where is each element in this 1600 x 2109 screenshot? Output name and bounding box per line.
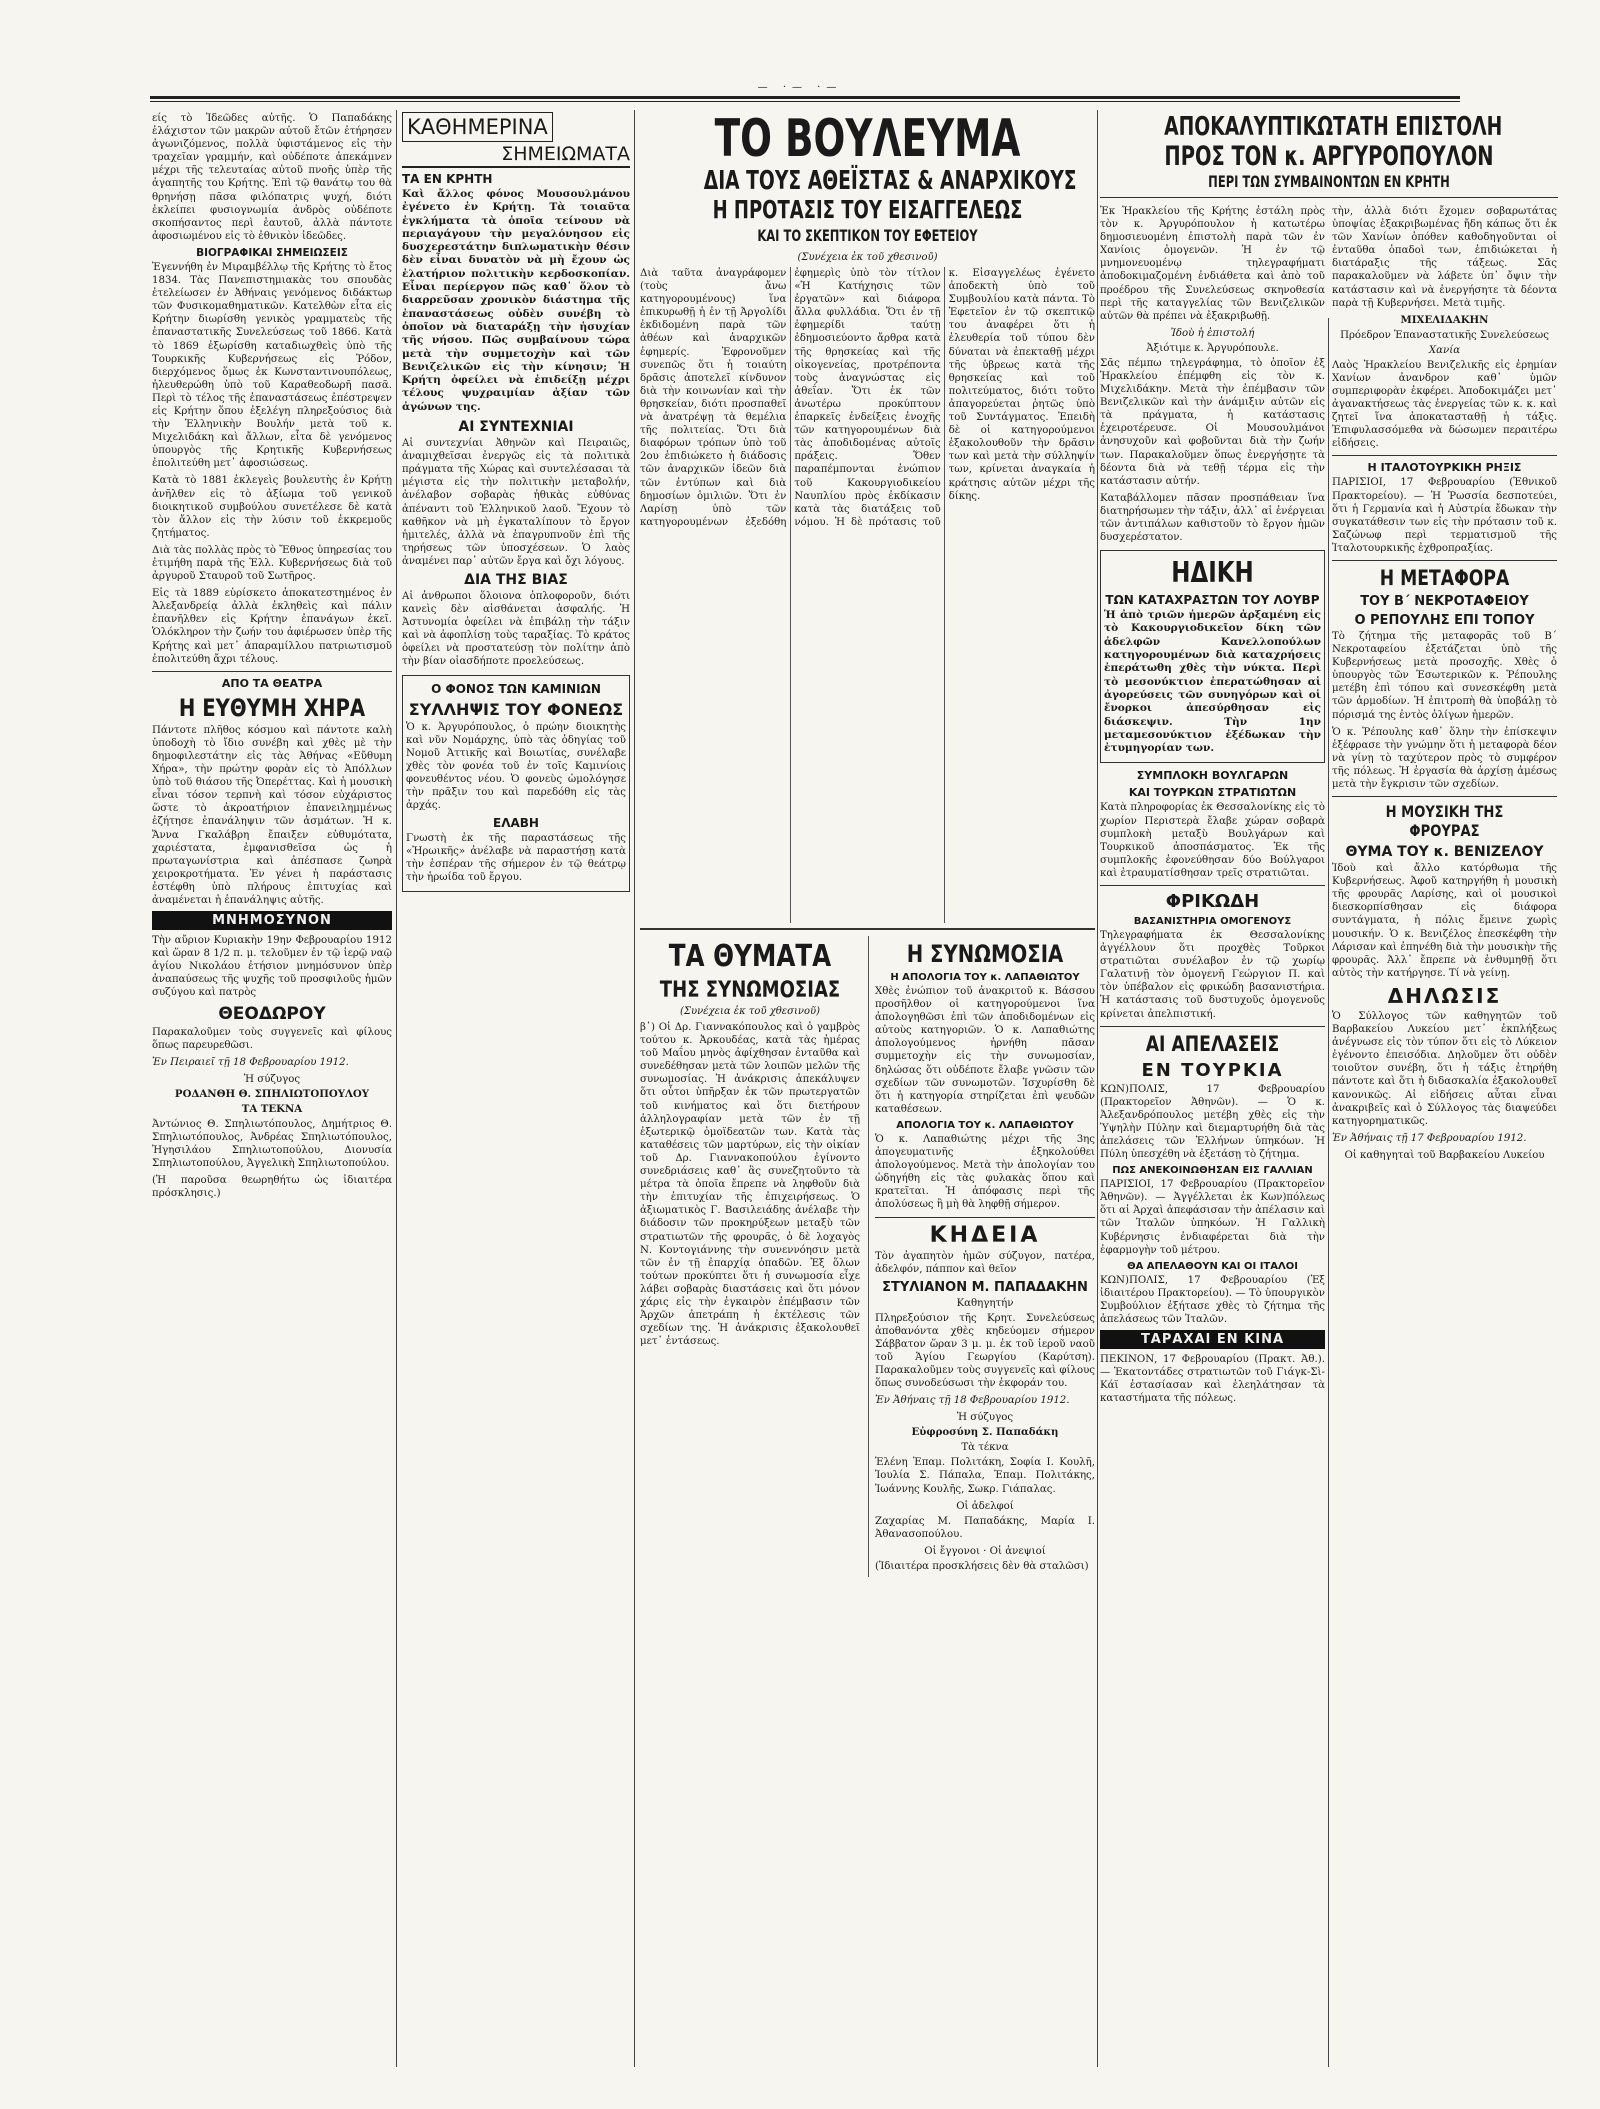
divider xyxy=(1100,1026,1325,1027)
italians-heading: ΘΑ ΑΠΕΛΑΘΟΥΝ ΚΑΙ ΟΙ ΙΤΑΛΟΙ xyxy=(1127,1260,1298,1272)
divider xyxy=(1332,796,1557,797)
funeral-grandchildren: Οἱ ἔγγονοι · Οἱ ἀνεψιοί xyxy=(924,1545,1046,1557)
expulsions-heading: ΑΙ ΑΠΕΛΑΣΕΙΣ xyxy=(1145,1031,1280,1056)
victims-heading: ΤΑ ΘΥΜΑΤΑ xyxy=(668,939,832,974)
funeral-text-2: Πληρεξούσιον τῆς Κρητ. Συνελεύσεως ἀποθανόντα χθὲς κηδεύομεν σήμερον Σάββατον ὥραν 3 μ. μ. ἐκ τοῦ ἱεροῦ ναοῦ τοῦ Ἁγίου Γεωργίου (Καρύτση). Παρακαλοῦμεν τοὺς συγγενεῖς καὶ φίλους ὅπως συνοδεύσωσι τὴν ἐκφοράν του. xyxy=(875,1312,1095,1390)
obituary-text: είς τὸ Ἰδεῶδες αὐτῆς. Ὁ Παπαδάκης ἐλάχιστον τῶν μακρῶν αὐτοῦ ἔτῶν ἐτήρησεν ἀγωνιζόμενος, πολλὰ ὑφιστάμενος εἰς τὴν τραχεῖαν γραμμήν, καὶ οὐδέποτε ἀπεκάμνεν μέχρι τῆς τελευταίας αὐτοῦ πνοῆς ὑπὲρ τῆς ἀγαπητῆς του Κρήτης. Ἐπὶ τῷ θανάτῳ του θὰ θρηνήσῃ πᾶσα φιλόπατρις ψυχή, διότι ἐκλείπει φυσιογνωμία ἀνδρὸς οὐδέποτε σκοπήσαντος περὶ ἑαυτοῦ, ἀλλὰ πάντοτε ἀφοσιωμένου εἰς τὸ ἐθνικὸν ἰδεῶδες. xyxy=(152,113,392,242)
clash-heading: ΣΥΜΠΛΟΚΗ ΒΟΥΛΓΑΡΩΝ xyxy=(1136,769,1289,783)
conspiracy-article xyxy=(868,936,1095,1577)
kaminia-subheading: ΣΥΛΛΗΨΙΣ ΤΟΥ ΦΟΝΕΩΣ xyxy=(408,699,624,719)
funeral-name: ΣΤΥΛΙΑΝΟΝ Μ. ΠΑΠΑΔΑΚΗΝ xyxy=(882,1279,1088,1295)
funeral-role: Καθηγητήν xyxy=(956,1297,1014,1309)
funeral-children: Ἑλένη Ἐπαμ. Πολιτάκη, Σοφία Ι. Κουλῆ, Ἰουλία Σ. Πάπαλα, Ἐπαμ. Πολιτάκης, Ἰωάννης Κουλῆς, Σωκρ. Γιάπαλας. xyxy=(875,1457,1095,1495)
letter-subheadline: ΠΡΟΣ ΤΟΝ κ. ΑΡΓΥΡΟΠΟΥΛΟΝ xyxy=(1164,141,1494,172)
memorial-note: (Ἡ παροῦσα θεωρηθήτω ὡς ἰδιαιτέρα πρόσκλησις.) xyxy=(152,1175,392,1200)
divider xyxy=(1100,885,1325,886)
italians-text: ΚΩΝ)ΠΟΛΙΣ, 17 Φεβρουαρίου (Ἐξ ἰδιαιτέρου Πρακτορείου). — Τὸ ὑπουργικὸν Συμβούλιον ἐξήτασε χθὲς τὸ ζήτημα τῆς ἀπελάσεως τῶν Ἰταλῶν. xyxy=(1100,1274,1325,1326)
conspiracy-subheading-2: ΑΠΟΛΟΓΙΑ ΤΟΥ κ. ΛΑΠΑΘΙΩΤΟΥ xyxy=(896,1119,1074,1131)
expulsions-subheading: ΕΝ ΤΟΥΡΚΙΑ xyxy=(1141,1059,1284,1081)
column-divider xyxy=(1097,110,1098,2067)
memorial-place: Ἐν Πειραιεῖ τῇ 18 Φεβρουαρίου 1912. xyxy=(152,1056,349,1068)
letter-headline-block xyxy=(1100,112,1558,203)
cemetery-subheading-2: Ο ΡΕΠΟΥΛΗΣ ΕΠΙ ΤΟΠΟΥ xyxy=(1354,612,1535,628)
bio-text: Ἐγεννήθη ἐν Μιραμβέλλῳ τῆς Κρήτης τὸ ἔτος 1834. Τὰς Πανεπιστημιακὰς του σπουδὰς ἐτελείωσεν ἐν Ἀθήναις γενόμενος διδάκτωρ τῶν Φυσικομαθηματικῶν. Κατελθὼν εἶτα εἰς Κρήτην διωρίσθη γενικὸς γραμματεὺς τῆς ἐπαναστατικῆς Συνελεύσεως τοῦ 1866. Κατὰ τὸ 1869 ἐξωρίσθη καταδιωχθεὶς ὑπὸ τῆς Τουρκικῆς Κυβερνήσεως εἰς Ῥόδον, διερχόμενος ὅμως ἐκ Κωνσταντινουπόλεως, ἠλευθερώθη ὑπὸ τοῦ Καραθεοδωρῆ πασᾶ. Περὶ τὸ τέλος τῆς ἐπαναστάσεως ἐπέστρεψεν εἰς Κρήτην ὅπου ἐξελέγη πληρεξούσιος διὰ τὴν Ἑλληνικὴν Βουλήν μετὰ τοῦ κ. Μιχελιδάκη καὶ ἄλλων, εἶτα δὲ γενόμενος ὑπουργὸς τῆς Κρητικῆς Κυβερνήσεως ἐπολιτεύθη μετ᾽ ἀφοσιώσεως. xyxy=(152,261,392,470)
funeral-place: Ἐν Ἀθήναις τῇ 18 Φεβρουαρίου 1912. xyxy=(875,1395,1070,1407)
letter-salutation: Ἀξιότιμε κ. Ἀργυρόπουλε. xyxy=(1146,342,1279,354)
column-5 xyxy=(1332,205,1557,2069)
letter-text-3: Καταβάλλομεν πᾶσαν προσπάθειαν ἵνα διατηρήσωμεν τὴν τάξιν, ἀλλ᾽ αἱ ἐνέργειαι τῶν ἀντιπάλων καθιστοῦν τὸ ἔργον ἡμῶν δυσχερέστατον. xyxy=(1100,492,1325,544)
lower-section xyxy=(640,936,1095,1577)
conspiracy-text: Χθὲς ἐνώπιον τοῦ ἀνακριτοῦ κ. Βάσσου προσῆλθον οἱ κατηγορούμενοι ἵνα ἀπολογηθῶσι ἐπὶ τῶν ἀποδιδομένων εἰς αὐτοὺς κατηγοριῶν. Ὁ κ. Λαπαθιώτης ἀπολογούμενος ἠρνήθη πᾶσαν συμμετοχὴν εἰς τὴν συνωμοσίαν, δηλώσας ὅτι οὐδέποτε ἔλαβε γνῶσιν τῶν σχεδίων τῶν συνωμοτῶν. Ἰσχυρίσθη δὲ ὅτι ἡ κατηγορία στηρίζεται ἐπὶ ψευδῶν καταθέσεων. xyxy=(875,986,1095,1115)
memorial-band: ΜΝΗΜΟΣΥΝΟΝ xyxy=(152,911,392,930)
divider xyxy=(1332,455,1557,456)
letter-place: Χανία xyxy=(1428,344,1461,356)
column-1 xyxy=(152,112,392,2069)
letter-text: Ἐκ Ἡρακλείου τῆς Κρήτης ἐστάλη πρὸς τὸν κ. Ἀργυρόπουλον ἡ κατωτέρω δημοσιευομένη ἐπιστολὴ παρὰ τῶν ἐν Χανίοις ὁμογενῶν. Ἡ ἐν τῷ μνημονευομένῳ τηλεγραφήματι ἀποδοκιμαζομένη ἐνδιάθετα καὶ ἀπὸ τοῦ προέδρου τῆς Συνελεύσεως σκηνοθεσία περὶ τῆς καταγγελίας τῶν Βενιζελικῶν αὐτῶν θὰ πρέπει νὰ ἐξακριβωθῇ. xyxy=(1100,206,1325,322)
section-heading-guilds: ΑΙ ΣΥΝΤΕΧΝΙΑΙ xyxy=(458,419,574,436)
daily-notes-title-2: ΣΗΜΕΙΩΜΑΤΑ xyxy=(402,142,630,168)
louvre-subheading: ΤΩΝ ΚΑΤΑΧΡΑΣΤΩΝ ΤΟΥ ΛΟΥΒΡ xyxy=(1105,593,1320,608)
column-divider xyxy=(396,110,397,2067)
main-subheadline-2: Η ΠΡΟΤΑΣΙΣ ΤΟΥ ΕΙΣΑΓΓΕΛΕΩΣ xyxy=(712,195,1023,224)
clash-subheading: ΚΑΙ ΤΟΥΡΚΩΝ ΣΤΡΑΤΙΩΤΩΝ xyxy=(1128,786,1297,800)
torture-subheading: ΒΑΣΑΝΙΣΤΗΡΙΑ ΟΜΟΓΕΝΟΥΣ xyxy=(1133,915,1292,927)
kaminia-murder-box xyxy=(402,675,630,892)
funeral-children-head: Τὰ τέκνα xyxy=(961,1442,1009,1454)
divider xyxy=(875,1217,1095,1218)
bio-text-2: Κατὰ τὸ 1881 ἐκλεγεὶς βουλευτὴς ἐν Κρήτῃ ἀνῆλθεν εἰς τὸ ἀξίωμα τοῦ γενικοῦ διοικητικοῦ συμβούλου συνετέλεσε δὲ κατὰ τὸν ἄλλον εἰς τὴν λύσιν τοῦ ἐκκρεμοῦς ζητήματος. xyxy=(152,475,392,539)
kaminia-text: Ὁ κ. Ἀργυρόπουλος, ὁ πρώην διοικητὴς καὶ νῦν Νομάρχης, ὑπὸ τὰς ὁδηγίας τοῦ Νομοῦ Ἀττικῆς καὶ Βοιωτίας, συνέλαβε χθὲς τὸν φονέα τοῦ ἐν τοῖς Καμινίοις φονευθέντος νέου. Ὁ φονεὺς ὡμολόγησε τὴν πρᾶξιν του καὶ παρεδόθη εἰς τὰς ἀρχάς. xyxy=(406,721,626,812)
column-2 xyxy=(402,112,630,2069)
column-4 xyxy=(1100,205,1325,2069)
expulsions-text: ΚΩΝ)ΠΟΛΙΣ, 17 Φεβρουαρίου (Πρακτορεῖον Ἀθηνῶν). — Ὁ κ. Ἀλεξανδρόπουλος μετέβη χθὲς εἰς τὴν Ὑψηλὴν Πύλην καὶ διεμαρτυρήθη διὰ τὰς ἀπελάσεις τῶν Ἑλλήνων ὑπηκόων. Ἡ Πύλη ὑπεσχέθη νὰ ἐξετάσῃ τὸ ζήτημα. xyxy=(1100,1083,1325,1161)
divider xyxy=(1100,197,1558,198)
memorial-name: ΘΕΟΔΩΡΟΥ xyxy=(218,1003,326,1024)
italo-turkish-heading: Η ΙΤΑΛΟΤΟΥΡΚΙΚΗ ΡΗΞΙΣ xyxy=(1367,461,1522,475)
letter-continued: τὴν, ἀλλὰ διότι ἔχομεν σοβαρωτάτας ὑποψίας ἐξακριβωμένας ἤδη κάπως ὅτι ἐκ τῶν Χανίων ὁπόθεν καθοδηγοῦνται οἱ ἐνταῦθα ὁπαδοὶ των, ἐπιδιώκεται ἡ διατάραξις τῆς τάξεως. Σᾶς παρακαλοῦμεν νὰ λάβετε ὑπ᾽ ὄψιν τὴν κατάστασιν καὶ νὰ ἐνεργήσητε τὰ δέοντα παρὰ τῇ Κυβερνήσει. Μετὰ τιμῆς. xyxy=(1332,206,1557,309)
column-divider xyxy=(1328,318,1329,2067)
declaration-place: Ἐν Ἀθήναις τῇ 17 Φεβρουαρίου 1912. xyxy=(1332,1132,1527,1144)
letter-subheadline-2: ΠΕΡΙ ΤΩΝ ΣΥΜΒΑΙΝΟΝΤΩΝ ΕΝ ΚΡΗΤΗ xyxy=(1208,172,1450,191)
funeral-siblings-head: Οἱ ἀδελφοί xyxy=(956,1500,1014,1512)
divider xyxy=(152,671,392,672)
memorial-children: Ἀντώνιος Θ. Σπηλιωτόπουλος, Δημήτριος Θ. Σπηλιωτόπουλος, Ἀνδρέας Σπηλιωτόπουλος, Ἠγησιλάου Σπηλιωτοπούλου, Διονυσία Σπηλιωτοπούλου, Ἀγγελικὴ Σπηλιωτοπούλου. xyxy=(152,1118,392,1170)
funeral-heading: ΚΗΔΕΙΑ xyxy=(929,1222,1041,1248)
declaration-heading: ΔΗΛΩΣΙΣ xyxy=(1387,983,1502,1008)
funeral-signature: Εὐφροσύνη Σ. Παπαδάκη xyxy=(911,1426,1059,1439)
funeral-text: Τὸν ἀγαπητὸν ἡμῶν σύζυγον, πατέρα, ἀδελφόν, πάππον καὶ θεῖον xyxy=(875,1250,1095,1275)
letter-continued-2: Λαὸς Ἡρακλείου Βενιζελικῆς εἰς ἐρημίαν Χανίων ἀνανδρον καθ᾽ ὑμῶν συμπεριφορὰν ἐκφέρει. Ἀποδοκιμάζει μετ᾽ ἀγανακτήσεως τὰς ἐνεργείας τῶν κ. κ. καὶ ζητεῖ ἵνα ἀποκατασταθῇ ἡ τάξις. Ἐπιφυλασσόμεθα νὰ δώσωμεν περαιτέρω εἰδήσεις. xyxy=(1332,359,1557,450)
kaminia-text-2: Γνωστὴ ἐκ τῆς παραστάσεως τῆς «Ἠρωικῆς» ἀνέλαβε νὰ παραστήσῃ κατὰ τὴν ἑσπέραν τῆς σήμερον ἐν τῷ θεάτρῳ τὴν ἡρωίδα τοῦ ἔργου. xyxy=(406,833,626,884)
divider xyxy=(1332,560,1557,561)
torture-heading: ΦΡΙΚΩΔΗ xyxy=(1165,890,1260,912)
china-text: ΠΕΚΙΝΟΝ, 17 Φεβρουαρίου (Πρακτ. Ἀθ.). — Ἑκατοντάδες στρατιωτῶν τοῦ Γιάγκ-Σὶ-Κάϊ ἐστασίασαν καὶ ἐλεηλάτησαν τὰ καταστήματα τῆς πόλεως. xyxy=(1100,1354,1325,1405)
memorial-signature: ΡΟΔΑΝΘΗ Θ. ΣΠΗΛΙΩΤΟΠΟΥΛΟΥ xyxy=(174,1087,370,1100)
france-text: ΠΑΡΙΣΙΟΙ, 17 Φεβρουαρίου (Πρακτορεῖον Ἀθηνῶν). — Ἀγγέλλεται ἐκ Κων)πόλεως ὅτι αἱ Ἀρχαὶ ἀπεφάσισαν τὴν ἀπέλασιν καὶ τῶν Ἰταλῶν ὑπηκόων. Ἡ Γαλλικὴ Κυβέρνησις ἐνδιαφέρεται διὰ τὴν ἐφαρμογὴν τοῦ μέτρου. xyxy=(1100,1179,1325,1256)
letter-signature: ΜΙΧΕΛΙΔΑΚΗΝ xyxy=(1400,313,1489,326)
letter-subheading: Ἰδοὺ ἡ ἐπιστολή xyxy=(1170,327,1255,339)
china-band: ΤΑΡΑΧΑΙ ΕΝ ΚΙΝΑ xyxy=(1100,1330,1325,1349)
louvre-box xyxy=(1100,550,1325,763)
bio-heading: ΒΙΟΓΡΑΦΙΚΑΙ ΣΗΜΕΙΩΣΕΙΣ xyxy=(196,246,348,259)
verdict-text: Διὰ ταῦτα ἀναγράφομεν (τοὺς ἄνω κατηγορουμένους) ἵνα ἐπικυρωθῇ ἡ ἐν τῇ Ἀργολίδι ἐκδιδομένη παρὰ τῶν ἀθέων καὶ ἀναρχικῶν ἐφημερίς. Ἐφρονοῦμεν συνεπῶς ὅτι ἡ τοιαύτη δρᾶσις ἀποτελεῖ κίνδυνον διὰ τὴν κοινωνίαν καὶ τὴν θρησκείαν, διότι προσπαθεῖ νὰ ἀνατρέψῃ τὰ θεμέλια τῆς πολιτείας. Ὅτι διὰ διαφόρων τρόπων ὑπὸ τοῦ 2ου ἐπιδιώκετο ἡ διάδοσις τῶν ἀναρχικῶν ἰδεῶν διὰ τῶν ἐντύπων καὶ διὰ δημοσίων ὁμιλιῶν. Ὅτι ἐν Λαρίσῃ ὑπὸ τῶν κατηγορουμένων ἐξεδόθη ἐφημερὶς ὑπὸ τὸν τίτλον «Ἡ Κατήχησις τῶν ἐργατῶν» καὶ διάφορα ἄλλα φυλλάδια. Ὅτι ἐν τῇ ἐφημερίδι ταύτῃ ἐδημοσιεύοντο ἄρθρα κατὰ τῆς θρησκείας καὶ τῆς οἰκογενείας, προτρέποντα τοὺς ἀναγνώστας εἰς ἀθεΐαν. Ὅτι ἐκ τῶν ἀνωτέρω προκύπτουν ἐπαρκεῖς ἐνδείξεις ἐνοχῆς τῶν κατηγορουμένων διὰ τὰς ἀποδιδομένας αὐτοῖς πράξεις. Ὅθεν παραπέμπονται ἐνώπιον τοῦ Κακουργιοδικείου Ναυπλίου πρὸς ἐκδίκασιν κατὰ τὰς διατάξεις τοῦ νόμου. Ἡ δὲ πρότασις τοῦ κ. Εἰσαγγελέως ἐγένετο ἀποδεκτὴ ὑπὸ τοῦ Συμβουλίου κατὰ πάντα. Τὸ Ἐφετεῖον ἐν τῷ σκεπτικῷ του ἀναφέρει ὅτι ἡ ἐλευθερία τοῦ τύπου δὲν δύναται νὰ ἐπεκταθῇ μέχρι τῆς ὑβρεως κατὰ τῆς θρησκείας καὶ τοῦ πολιτεύματος, διότι τοῦτο ἀπαγορεύεται ῥητῶς ὑπὸ τοῦ Συντάγματος. Ἐπειδὴ δὲ οἱ κατηγορούμενοι ἐξακολουθοῦν τὴν δρᾶσιν των καὶ μετὰ τὴν σύλληψίν των, κρίνεται ἀναγκαία ἡ κράτησις αὐτῶν μέχρι τῆς δίκης. xyxy=(640,268,1095,528)
main-subheadline: ΔΙΑ ΤΟΥΣ ΑΘΕΪΣΤΑΣ & ΑΝΑΡΧΙΚΟΥΣ xyxy=(703,166,1077,196)
column-divider xyxy=(634,110,635,2067)
funeral-note: (Ἰδιαιτέρα προσκλήσεις δὲν θὰ σταλῶσι) xyxy=(875,1560,1089,1572)
section-heading-violence: ΔΙΑ ΤΗΣ ΒΙΑΣ xyxy=(464,571,568,588)
victims-subheading: ΤΗΣ ΣΥΝΩΜΟΣΙΑΣ xyxy=(659,978,841,1003)
louvre-heading: ΗΔΙΚΗ xyxy=(1171,556,1254,590)
top-rule xyxy=(150,96,1460,99)
violence-text: Αἱ ἀνθρωποι ὅλοιονα ὁπλοφοροῦν, διότι κανεὶς δὲν αἰσθάνεται ἀσφαλής. Ἡ Ἀστυνομία ὀφείλει νὰ ἐπιβάλῃ τὴν τάξιν καὶ νὰ ἀφοπλίσῃ τοὺς ταραξίας. Τὸ κράτος ὀφείλει νὰ προστατεύσῃ τὸν πολίτην ἀπὸ τὴν βίαν οἱασδήποτε προελεύσεως. xyxy=(402,590,630,668)
theatre-heading: Η ΕΥΘΥΜΗ ΧΗΡΑ xyxy=(178,693,366,722)
cemetery-subheading: ΤΟΥ Β΄ ΝΕΚΡΟΤΑΦΕΙΟΥ xyxy=(1360,593,1529,609)
conspiracy-subheading: Η ΑΠΟΛΟΓΙΑ ΤΟΥ κ. ΛΑΠΑΘΙΩΤΟΥ xyxy=(890,972,1080,983)
top-ornament: — ·— ·— xyxy=(757,82,843,93)
declaration-text: Ὁ Σύλλογος τῶν καθηγητῶν τοῦ Βαρβακείου Λυκείου μετ᾽ ἐκπλήξεως ἀνέγνωσε εἰς τὸν τύπον ὅτι εἰς τὸ Λύκειον ἐγένοντο ἐπεισόδια. Δηλοῦμεν ὅτι οὐδὲν τοιοῦτον συνέβη, ὅτι ἡ τάξις ἐτηρήθη πάντοτε καὶ ὅτι ἡ διδασκαλία ἐξακολουθεῖ κανονικῶς. Αἱ εἰδήσεις αὗται εἶναι ἀνακριβεῖς καὶ ὁ Σύλλογος τὰς διαψεύδει κατηγορηματικῶς. xyxy=(1332,1010,1557,1127)
kaminia-heading: Ο ΦΟΝΟΣ ΤΩΝ ΚΑΜΙΝΙΩΝ xyxy=(431,681,601,696)
daily-notes-title: ΚΑΘΗΜΕΡΙΝΑ xyxy=(402,112,553,142)
cemetery-heading: Η ΜΕΤΑΦΟΡΑ xyxy=(1379,565,1510,590)
theatre-kicker: ΑΠΟ ΤΑ ΘΕΑΤΡΑ xyxy=(221,676,323,690)
divider xyxy=(640,928,1095,930)
kaminia-subhead: ΕΛΑΒΗ xyxy=(493,816,539,831)
memorial-text: Τὴν αὔριον Κυριακὴν 19ην Φεβρουαρίου 1912 καὶ ὥραν 8 1/2 π. μ. τελοῦμεν ἐν τῷ ἱερῷ ναῷ ἁγίου Νικολάου ἐτήσιον μνημόσυνον ὑπὲρ ἀναπαύσεως τῆς ψυχῆς τοῦ προσφιλοῦς ἡμῶν συζύγου καὶ πατρὸς xyxy=(152,935,392,999)
music-text: Ἰδοὺ καὶ ἄλλο κατόρθωμα τῆς Κυβερνήσεως. Ἀφοῦ κατηργήθη ἡ μουσικὴ τῆς φρουρᾶς Λαρίσης, καὶ οἱ μουσικοὶ διεσκορπίσθησαν εἰς διάφορα συντάγματα, ἡ πόλις ἔμεινε χωρὶς μουσικήν. Ὁ κ. Βενιζέλος ἐπεσκέφθη τὴν Λάρισαν καὶ ἐπηνέθη διὰ τὴν μουσικὴν τῆς φρουρᾶς. Ἀλλ᾽ ἔπρεπε νὰ ἐνθυμηθῇ ὅτι αὐτὸς τὴν κατήργησε. Τί νὰ γείνῃ. xyxy=(1332,863,1557,979)
letter-text-2: Σᾶς πέμπω τηλεγράφημα, τὸ ὁποῖον ἐξ Ἡρακλείου ἐπέμφθη εἰς τὸν κ. Μιχελιδάκην. Μετὰ τὴν ἐπέμβασιν τῶν Βενιζελικῶν καὶ τὴν ἀνάμιξιν αὐτῶν εἰς τὰ πράγματα, ἡ κατάστασις ἐχειροτέρευσε. Οἱ Μουσουλμάνοι ἀνησυχοῦν καὶ φοβοῦνται διὰ τὴν ζωήν των. Παρακαλοῦμεν ὅπως ἐνεργήσῃτε τὰ δέοντα διὰ νὰ τεθῇ τέρμα εἰς τὴν κατάστασιν αὐτήν. xyxy=(1100,357,1325,487)
france-heading: ΠΩΣ ΑΝΕΚΟΙΝΩΘΗΣΑΝ ΕΙΣ ΓΑΛΛΙΑΝ xyxy=(1112,1165,1313,1177)
victims-note: (Συνέχεια ἐκ τοῦ χθεσινοῦ) xyxy=(680,1006,820,1017)
clash-text: Κατὰ πληροφορίας ἐκ Θεσσαλονίκης εἰς τὸ χωρίον Περιστερὰ ἔλαβε χώραν σοβαρὰ συμπλοκὴ μεταξὺ Βουλγάρων καὶ Τουρκικοῦ ἀποσπάσματος. Ἐκ τῆς συμπλοκῆς ἐφονεύθησαν δύο Βούλγαροι καὶ ἐτραυματίσθησαν τρεῖς στρατιῶται. xyxy=(1100,802,1325,879)
conspiracy-heading: Η ΣΥΝΩΜΟΣΙΑ xyxy=(906,940,1064,968)
conspiracy-text-2: Ὁ κ. Λαπαθιώτης μέχρι τῆς 3ης ἀπογευματινῆς ἐξηκολούθει ἀπολογούμενος. Μετὰ τὴν ἀπολογίαν του ὡδηγήθη εἰς τὰς φυλακὰς ὅπου καὶ κρατεῖται. Ἡ ἀπόφασις περὶ τῆς ἀπολύσεως ἢ μὴ θὰ ληφθῇ σήμερον. xyxy=(875,1133,1095,1211)
victims-article xyxy=(640,936,860,1577)
cemetery-text: Τὸ ζήτημα τῆς μεταφορᾶς τοῦ Β΄ Νεκροταφείου ἐξετάζεται ὑπὸ τῆς Κυβερνήσεως μετὰ προσοχῆς. Χθὲς ὁ ὑπουργὸς τῶν Ἐσωτερικῶν κ. Ῥέπουλης μετέβη ἐπὶ τόπου καὶ συνεσκέφθη μετὰ τῶν ἁρμοδίων. Ἡ ἐπιτροπὴ θὰ ὑποβάλῃ τὸ πόρισμά της ἐντὸς ὀλίγων ἡμερῶν. xyxy=(1332,630,1557,721)
column-3 xyxy=(640,112,1095,2069)
cemetery-text-2: Ὁ κ. Ῥέπουλης καθ᾽ ὅλην τὴν ἐπίσκεψιν ἐξέφρασε τὴν γνώμην ὅτι ἡ μεταφορὰ δέον νὰ γίνῃ τὸ ταχύτερον πρὸς τὸ συμφέρον τῆς πόλεως. Ἡ ἐργασία θὰ ἀρχίσῃ ἀμέσως μετὰ τὴν ἔγκρισιν τῶν σχεδίων. xyxy=(1332,726,1557,790)
section-heading-crete: ΤΑ ΕΝ ΚΡΗΤΗ xyxy=(402,172,493,186)
crete-text: Καὶ ἄλλος φόνος Μουσουλμάνου ἐγένετο ἐν Κρήτῃ. Τὰ τοιαῦτα ἐγκλήματα τὰ ὁποῖα τείνουν νὰ περιαγάγουν τὴν μεγαλόνησον εἰς δυσχερεστάτην διπλωματικὴν θέσιν δὲν εἶναι δυνατὸν νὰ μὴ ἔχουν ὡς ἐλατήριον πολιτικὴν κερδοσκοπίαν. Εἶναι περίεργον πῶς καθ᾽ ὅλον τὸ διαρρεῦσαν χρονικὸν διάστημα τῆς ἐπαναστάσεως οὐδὲν συνέβη τὸ ὁποῖον νὰ διαταράξῃ τὴν ἡσυχίαν τῆς νήσου. Πῶς συμβαίνουν τώρα μετὰ τὴν συμμετοχὴν καὶ τῶν Βενιζελικῶν εἰς τὴν κίνησιν; Ἡ Κρήτη ὀφείλει νὰ ἐπιδείξῃ μέχρι τέλους ψυχραιμίαν ἀξίαν τῶν ἀγώνων της. xyxy=(402,188,630,413)
music-subheading: ΘΥΜΑ ΤΟΥ κ. ΒΕΝΙΖΕΛΟΥ xyxy=(1345,844,1544,861)
bio-text-4: Εἰς τὰ 1889 εὑρίσκετο ἀποκατεστημένος ἐν Ἀλεξανδρείᾳ ἀλλὰ ἐκληθεὶς καὶ πάλιν ἐπανῆλθεν εἰς Κρήτην ἐπανάγων ἐκεῖ. Ὁλόκληρον τὴν ζωήν του ἀφιέρωσεν ὑπὲρ τῆς Κρήτης καὶ μετ᾽ ἀπαραμίλλου πατριωτισμοῦ ἐπολιτεύθη ἄχρι τέλους. xyxy=(152,588,392,665)
victims-text: β᾽) Οἱ Δρ. Γιαννακόπουλος καὶ ὁ γαμβρὸς τούτου κ. Ἀρκουδέας, κατὰ τὰς ἡμέρας τοῦ Μαΐου μηνὸς ἀφίχθησαν ἐνταῦθα καὶ συνεδέθησαν μετὰ τῶν λοιπῶν μελῶν τῆς συνωμοσίας. Ἡ ἀνάκρισις ἀπεκάλυψεν ὅτι οὗτοι ὑπῆρξαν ἐκ τῶν πρωτεργατῶν τοῦ κινήματος καὶ ὅτι διετήρουν ἀλληλογραφίαν μετὰ τῶν ἐν τῇ ἐξωτερικῷ ὁμοϊδεατῶν των. Κατὰ τὰς καταθέσεις τῶν μαρτύρων, εἰς τὴν οἰκίαν τοῦ Δρ. Γιαννακοπούλου ἐγίνοντο συνεδριάσεις καθ᾽ ἃς συνεζητοῦντο τὰ μέτρα τὰ ὁποῖα ἔπρεπε νὰ ληφθοῦν διὰ τὴν ἐπιτυχίαν τῆς ἐπιχειρήσεως. Ὁ ἀξιωματικὸς Γ. Βασιλειάδης ἀνέλαβε τὴν διάδοσιν τῶν προκηρύξεων μεταξὺ τῶν στρατιωτῶν τῆς φρουρᾶς, ὁ δὲ λοχαγὸς Ν. Κοντογιάννης τὴν συνεννόησιν μετὰ τῶν ἐν τῇ ἐπαρχίᾳ ὀπαδῶν. Ἐξ ὅλων τούτων προκύπτει ὅτι ἡ συνωμοσία εἶχε λάβει σοβαρὰς διαστάσεις καὶ ὅτι μόνον χάρις εἰς τὴν ἐγκαιρὸν ἐπέμβασιν τῶν Ἀρχῶν ἀπετράπη ἡ ἐκτέλεσις τῶν σχεδίων της. Ἡ ἀνάκρισις ἐξακολουθεῖ μετ᾽ ἐντάσεως. xyxy=(640,1022,860,1348)
memorial-sig-kicker: Ἡ σύζυγος xyxy=(243,1073,301,1085)
bio-text-3: Διὰ τὰς πολλὰς πρὸς τὸ Ἔθνος ὑπηρεσίας του ἐτιμήθη παρὰ τῆς Ἑλλ. Κυβερνήσεως διὰ τοῦ ἀργυροῦ Σταυροῦ τοῦ Σωτῆρος. xyxy=(152,544,392,583)
torture-text: Τηλεγραφήματα ἐκ Θεσσαλονίκης ἀγγέλλουν ὅτι προχθὲς Τοῦρκοι στρατιῶται συνέλαβον ἐν τῷ χωρίῳ Γαλατινῇ τὸν ὁμογενῆ Γεώργιον Π. καὶ τὸν ὑπέβαλον εἰς φρικώδη βασανιστήρια. Ἡ κατάστασις τοῦ δυστυχοῦς ὁμογενοῦς κρίνεται ἀπελπιστική. xyxy=(1100,929,1325,1020)
verdict-article xyxy=(640,267,1095,923)
theatre-text: Πάντοτε πλῆθος κόσμου καὶ πάντοτε καλὴ ὑποδοχὴ τὸ ἴδιο συνέβη καὶ χθὲς μὲ τὴν δημοφιλεστάτην εἰς τὰς Ἀθήνας «Εὔθυμη Χήρα», τὴν πρώτην φορὰν εἰς τὸ Ἀπόλλων ὑπὸ τοῦ θιάσου τῆς Ὀπερέττας. Καὶ ἡ μουσικὴ εἶναι τόσον τερπνὴ καὶ τόσον εὐχάριστος ὥστε τὸ ἀκροατήριον ἐπανειλημμένως ἐζήτησε ἐπανάληψιν τῶν ἀσμάτων. Ἡ κ. Ἄννα Γκαλάβρη ἔπαιξεν εὐθυμότατα, χαριέστατα, ἐμφανισθεῖσα ὡς ἡ πρωταγωνίστρια καὶ ἀπέσπασε ζωηρὰ χειροκροτήματα. Ἐν γένει ἡ παράστασις ἐστέφθη ὑπὸ πλήρους ἐπιτυχίας καὶ ἀναμένεται ἡ ἐπανάληψις αὐτῆς. xyxy=(152,724,392,906)
italo-turkish-text: ΠΑΡΙΣΙΟΙ, 17 Φεβρουαρίου (Ἐθνικοῦ Πρακτορείου). — Ἡ Ῥωσσία δεσποτεύει, ὅτι ἡ Γερμανία καὶ ἡ Αὐστρία ἔδωκαν τὴν συγκατάθεσιν των εἰς τὴν πρότασιν τοῦ κ. Σαζώνωφ περὶ τερματισμοῦ τῆς Ἰταλοτουρκικῆς ἐχθροπραξίας. xyxy=(1332,477,1557,554)
top-rule-thin xyxy=(150,101,1460,102)
declaration-signature: Οἱ καθηγηταὶ τοῦ Βαρβακείου Λυκείου xyxy=(1344,1149,1545,1161)
main-subheadline-3: ΚΑΙ ΤΟ ΣΚΕΠΤΙΚΟΝ ΤΟΥ ΕΦΕΤΕΙΟΥ xyxy=(757,226,978,245)
letter-headline: ΑΠΟΚΑΛΥΠΤΙΚΩΤΑΤΗ ΕΠΙΣΤΟΛΗ xyxy=(1164,112,1503,142)
funeral-sig-kicker: Ἡ σύζυγος xyxy=(956,1412,1014,1424)
memorial-text-2: Παρακαλοῦμεν τοὺς συγγενεῖς καὶ φίλους ὅπως παρευρεθῶσι. xyxy=(152,1026,392,1051)
letter-signature-role: Πρόεδρον Ἐπαναστατικῆς Συνελεύσεως xyxy=(1340,329,1549,341)
guilds-text: Αἱ συντεχνίαι Ἀθηνῶν καὶ Πειραιῶς, ἀναμιχθεῖσαι ἐνεργῶς εἰς τὰ πολιτικὰ πράγματα τῆς Χώρας καὶ συντελέσασαι τὰ μέγιστα εἰς τὴν πολιτικὴν μεταβολήν, ἀνέλαβον σοβαρὰς ἠθικὰς εὐθύνας ἀπέναντι τοῦ Ἑλληνικοῦ λαοῦ. Ἔχουν τὸ καθῆκον νὰ μὴ ἐγκαταλίπουν τὸ ἔργον ἡμιτελές, ἀλλὰ νὰ ἐπαγρυπνοῦν ἐπὶ τῆς τηρήσεως τῶν ὑποσχέσεων. Ὁ λαὸς ἀναμένει παρ᾽ αὐτῶν ἔργα καὶ ὄχι λόγους. xyxy=(402,438,630,567)
music-heading: Η ΜΟΥΣΙΚΗ ΤΗΣ ΦΡΟΥΡΑΣ xyxy=(1385,802,1504,841)
continued-note: (Συνέχεια ἐκ τοῦ χθεσινοῦ) xyxy=(797,252,938,263)
memorial-signature-2: ΤΑ ΤΕΚΝΑ xyxy=(241,1102,303,1115)
louvre-text: Ἡ ἀπὸ τριῶν ἡμερῶν ἀρξαμένη εἰς τὸ Κακουργιοδικεῖον δίκη τῶν ἀδελφῶν Κανελλοπούλων κατηγορουμένων διὰ καταχρήσεις ἐπεράτωθη χθὲς τὴν νύκτα. Περὶ τὸ μεσονύκτιον ἐπερατώθησαν αἱ ἀγορεύσεις τῶν συνηγόρων καὶ οἱ ἔνορκοι ἀπεσύρθησαν εἰς διάσκεψιν. Τὴν 1ην μεταμεσονύκτιον ἐξέδωκαν τὴν ἐτυμηγορίαν των. xyxy=(1104,609,1321,755)
main-headline: ΤΟ ΒΟΥΛΕΥΜΑ xyxy=(714,112,1021,169)
funeral-siblings: Ζαχαρίας Μ. Παπαδάκης, Μαρία Ι. Ἀθανασοπούλου. xyxy=(875,1515,1095,1540)
